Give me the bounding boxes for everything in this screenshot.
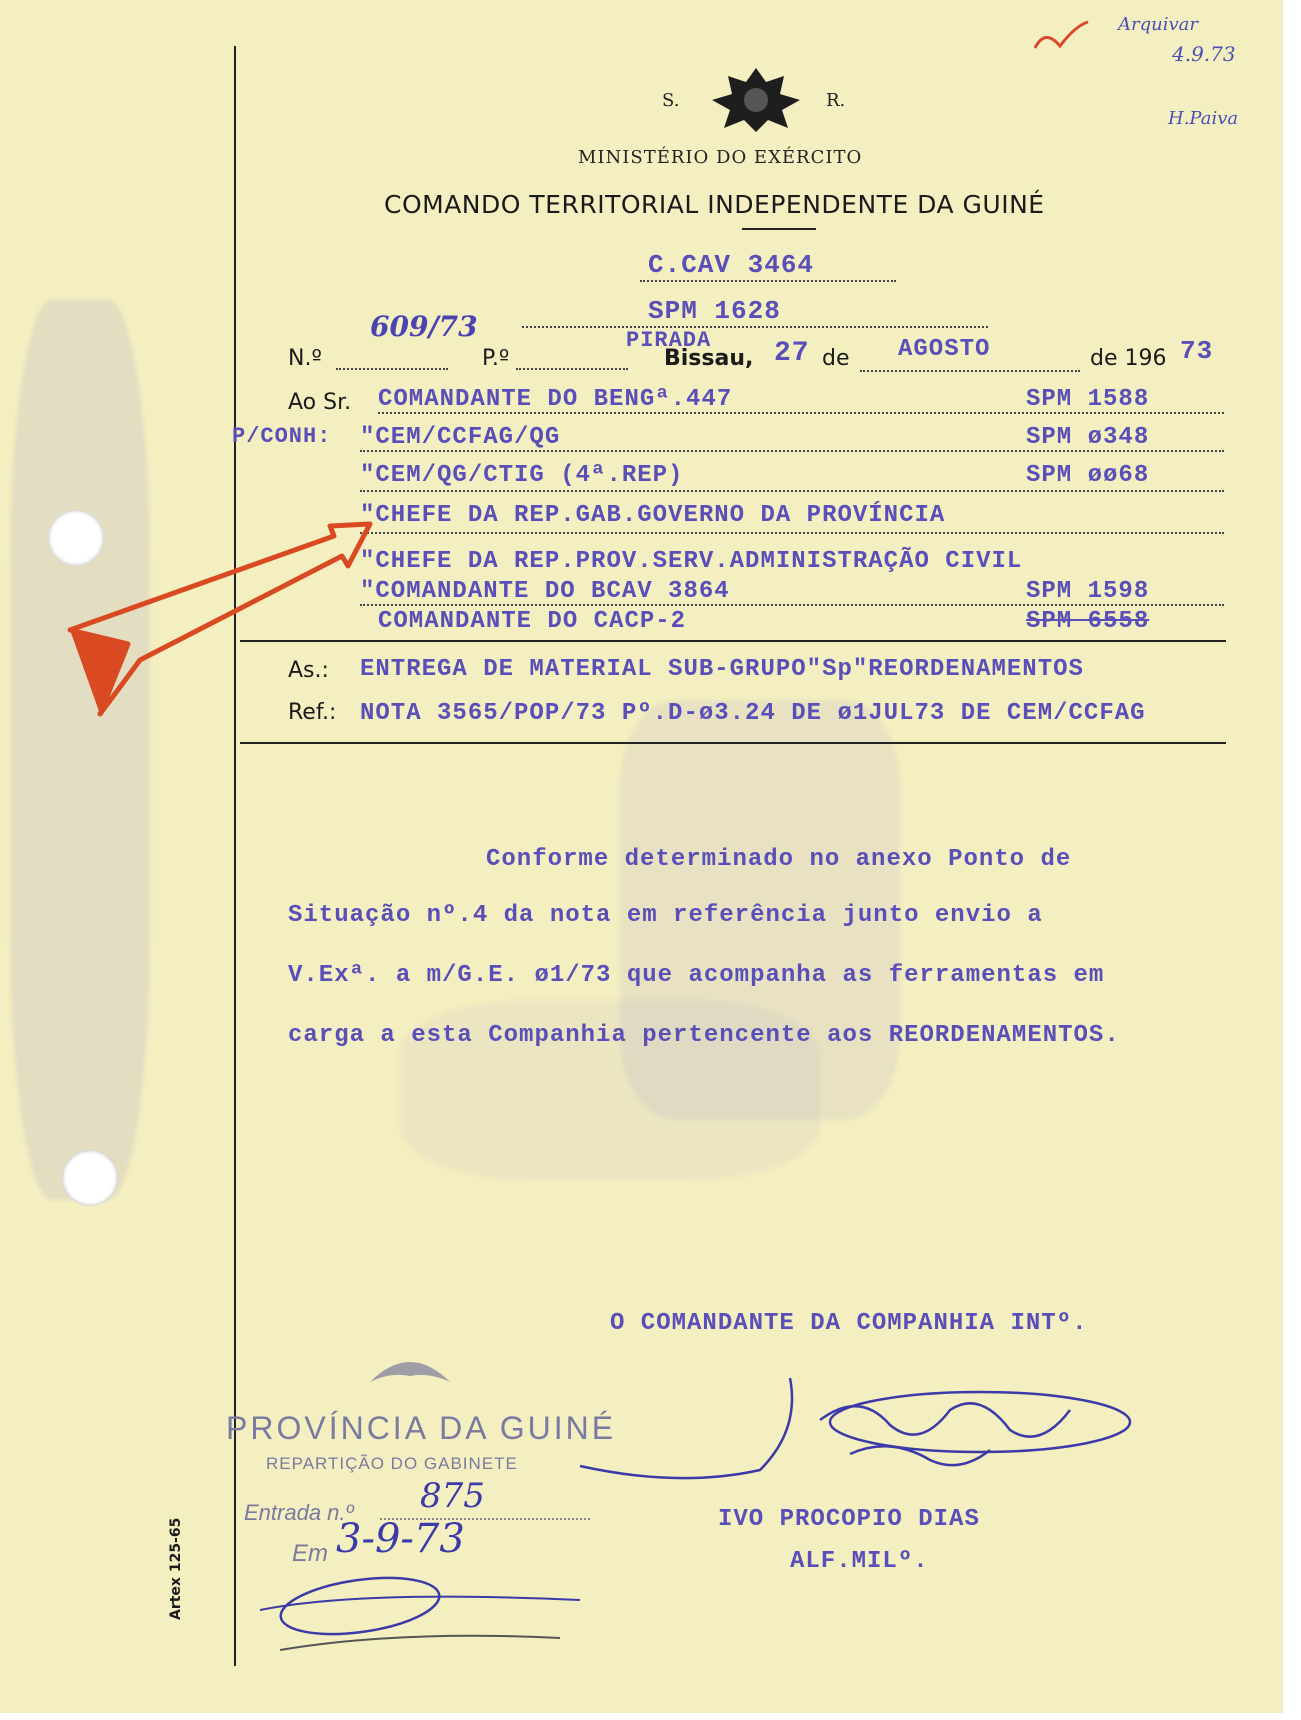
unit-company-dots xyxy=(640,280,896,282)
stamp-province: PROVÍNCIA DA GUINÉ xyxy=(226,1410,617,1446)
body-line-3: V.Exª. a m/G.E. ø1/73 que acompanha as ferramentas em xyxy=(288,962,1105,989)
stamp-date-label: Em xyxy=(292,1540,328,1567)
header-initial-s: S. xyxy=(662,90,680,111)
addressee-3-spm: SPM øø68 xyxy=(1026,462,1150,489)
archive-note: Arquivar xyxy=(1118,14,1198,35)
addressee-2: "CEM/CCFAG/QG xyxy=(360,424,561,451)
addressee-7-spm: SPM 6558 xyxy=(1026,608,1150,635)
signer-name: IVO PROCOPIO DIAS xyxy=(718,1506,980,1533)
unit-spm: SPM 1628 xyxy=(648,296,781,326)
date-month: AGOSTO xyxy=(898,336,991,363)
stamp-entry-label: Entrada n.º xyxy=(244,1500,354,1525)
command-title: COMANDO TERRITORIAL INDEPENDENTE DA GUINÉ xyxy=(384,190,1045,219)
addressee-1-dots xyxy=(378,412,1224,414)
header-initial-r: R. xyxy=(826,90,846,111)
signature-title: O COMANDANTE DA COMPANHIA INTº. xyxy=(610,1310,1088,1337)
red-arrow-icon xyxy=(30,510,380,730)
addressee-2-dots xyxy=(360,450,1224,452)
subject-label: As.: xyxy=(288,658,329,683)
red-check-mark xyxy=(1030,18,1090,58)
number-value: 609/73 xyxy=(370,310,478,343)
year-label: de 196 xyxy=(1090,346,1167,371)
body-line-2: Situação nº.4 da nota em referência junto envio a xyxy=(288,902,1043,929)
addressee-5: "CHEFE DA REP.PROV.SERV.ADMINISTRAÇÃO CIVIL xyxy=(360,548,1023,575)
signer-rank: ALF.MILº. xyxy=(790,1548,929,1575)
stamp-date-value: 3-9-73 xyxy=(336,1516,465,1562)
unit-spm-dots xyxy=(522,326,988,328)
handwritten-signature xyxy=(560,1370,1140,1490)
stamp-entry-value: 875 xyxy=(420,1476,485,1516)
addressee-3-dots xyxy=(360,490,1224,492)
subject-text: ENTREGA DE MATERIAL SUB-GRUPO"Sp"REORDENAMENTOS xyxy=(360,656,1084,683)
addressee-7: COMANDANTE DO CACP-2 xyxy=(378,608,687,635)
reference-text: NOTA 3565/POP/73 Pº.D-ø3.24 DE ø1JUL73 DE CEM/CCFAG xyxy=(360,700,1146,727)
archive-date: 4.9.73 xyxy=(1172,42,1236,66)
coat-of-arms-icon xyxy=(708,64,804,134)
body-line-1: Conforme determinado no anexo Ponto de xyxy=(486,846,1072,873)
addressee-3: "CEM/QG/CTIG (4ª.REP) xyxy=(360,462,684,489)
header-underline xyxy=(742,228,816,230)
addressee-4: "CHEFE DA REP.GAB.GOVERNO DA PROVÍNCIA xyxy=(360,502,946,529)
date-de: de xyxy=(822,346,850,371)
month-dots xyxy=(860,370,1080,372)
archive-initials: H.Paiva xyxy=(1168,108,1239,129)
printer-mark: Artex 125-65 xyxy=(168,1517,184,1620)
addressee-divider xyxy=(240,640,1226,642)
date-day: 27 xyxy=(774,338,810,369)
to-label: Ao Sr. xyxy=(288,390,352,415)
addressee-6: "COMANDANTE DO BCAV 3864 xyxy=(360,578,730,605)
number-label: N.º xyxy=(288,346,322,371)
cc-label: P/CONH: xyxy=(232,424,332,449)
reference-label: Ref.: xyxy=(288,700,337,725)
addressee-2-spm: SPM ø348 xyxy=(1026,424,1150,451)
subject-divider xyxy=(240,742,1226,744)
unit-company: C.CAV 3464 xyxy=(648,250,815,280)
addressee-1-spm: SPM 1588 xyxy=(1026,386,1150,413)
stamp-emblem-icon xyxy=(360,1342,460,1392)
addressee-6-dots xyxy=(360,604,1224,606)
punch-hole-bottom xyxy=(62,1150,118,1206)
proc-dots xyxy=(516,368,628,370)
addressee-1: COMANDANTE DO BENGª.447 xyxy=(378,386,733,413)
stamp-office: REPARTIÇÃO DO GABINETE xyxy=(266,1454,518,1473)
place-typed: PIRADA xyxy=(626,328,712,353)
year-value: 73 xyxy=(1180,336,1214,366)
place-printed: Bissau, xyxy=(664,346,754,371)
addressee-4-dots xyxy=(360,532,1224,534)
number-dots xyxy=(336,368,448,370)
ministry-title: MINISTÉRIO DO EXÉRCITO xyxy=(578,147,863,168)
proc-label: P.º xyxy=(482,346,510,371)
stamp-initials-scribble xyxy=(240,1560,600,1660)
addressee-6-spm: SPM 1598 xyxy=(1026,578,1150,605)
body-line-4: carga a esta Companhia pertencente aos REORDENAMENTOS. xyxy=(288,1022,1120,1049)
